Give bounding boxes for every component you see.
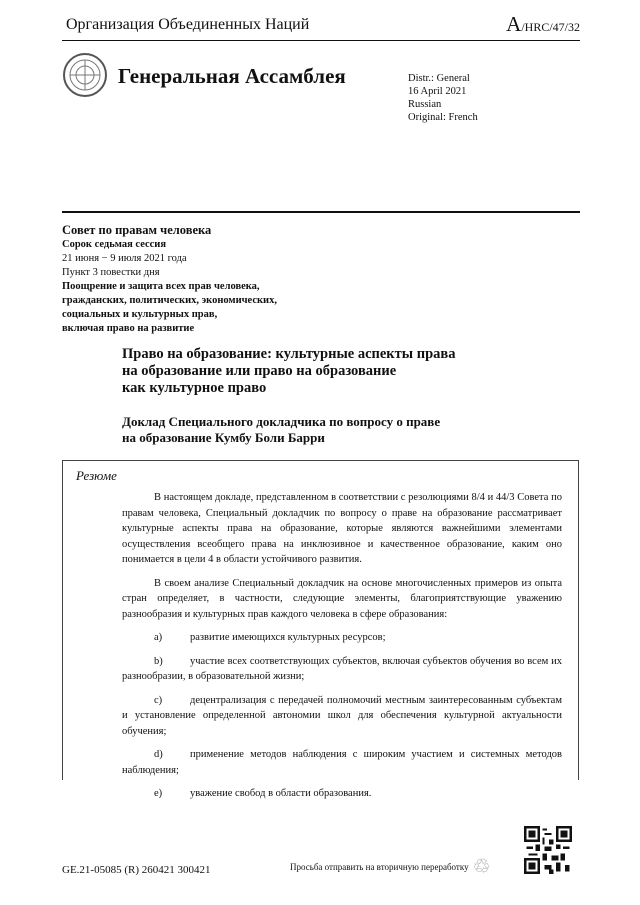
organization-name: Организация Объединенных Наций <box>66 16 310 33</box>
report-subtitle <box>122 414 502 446</box>
item-label: e) <box>154 788 163 799</box>
agenda-line: включая право на развитие <box>62 323 195 334</box>
date-line: 16 April 2021 <box>408 86 467 97</box>
summary-paragraph: В своем анализе Специальный докладчик на основе многочисленных примеров из опыта стран определяет, в частности, следующие элементы, благоприятствующие уважению разнообразия и культурных прав каждого человека в сфере образования: <box>122 577 562 620</box>
council-name: Совет по правам человека <box>62 223 212 237</box>
job-number: GE.21-05085 (R) 260421 300421 <box>62 864 211 876</box>
report-title <box>122 346 502 397</box>
item-label: c) <box>154 694 163 706</box>
qr-code-icon <box>524 826 572 874</box>
list-item <box>122 693 562 740</box>
distribution-info <box>408 72 478 124</box>
agenda-item: Пункт 3 повестки дня <box>62 267 160 278</box>
session: Сорок седьмая сессия <box>62 239 167 250</box>
item-label: a) <box>154 632 163 643</box>
title-line: на образование или право на образование <box>122 363 397 379</box>
dates: 21 июня − 9 июля 2021 года <box>62 253 187 264</box>
header-divider <box>62 40 580 41</box>
subtitle-line: Доклад Специального докладчика по вопросу о праве <box>122 414 441 429</box>
subtitle-line: на образование Кумбу Боли Барри <box>122 430 325 445</box>
recycle-icon: ♲ <box>472 856 491 878</box>
recycle-note: Просьба отправить на вторичную переработку <box>290 862 469 872</box>
item-text: участие всех соответствующих субъектов, включая субъектов обучения во всем их разнообразии, в образовательной жизни; <box>122 655 562 682</box>
original-line: Original: French <box>408 112 478 123</box>
summary-paragraph: В настоящем докладе, представленном в соответствии с резолюциями 8/4 и 44/3 Совета по правам человека, Специальный докладчик по вопросу о праве на образование рассматривает культурные аспекты права на образование, которые являются важнейшими элементами осуществления всеобщего права на инклюзивное и качественное образование, каким оно понимается в цели 4 в области устойчивого развития. <box>122 492 562 565</box>
item-text: развитие имеющихся культурных ресурсов; <box>190 632 386 643</box>
title-line: как культурное право <box>122 380 267 396</box>
item-label: d) <box>154 749 163 760</box>
symbol-letter: A <box>506 12 522 36</box>
title-line: Право на образование: культурные аспекты права <box>122 346 456 362</box>
list-item <box>122 747 562 778</box>
un-emblem-icon <box>62 52 108 98</box>
document-symbol <box>506 12 580 37</box>
summary-text <box>122 490 562 810</box>
item-text: уважение свобод в области образования. <box>190 788 372 799</box>
symbol-rest: /HRC/47/32 <box>521 20 580 34</box>
agenda-line: Поощрение и защита всех прав человека, <box>62 281 260 292</box>
thick-divider <box>62 211 580 213</box>
list-item <box>122 786 562 802</box>
agenda-line: гражданских, политических, экономических, <box>62 295 277 306</box>
recycle-row <box>290 856 491 878</box>
item-text: децентрализация с передачей полномочий местным заинтересованным субъектам и установление определенной автономии школ для обеспечения культурной актуальности обучения; <box>122 694 562 737</box>
list-item <box>122 630 562 646</box>
council-block <box>62 222 277 336</box>
summary-heading: Резюме <box>76 468 117 483</box>
agenda-line: социальных и культурных прав, <box>62 309 218 320</box>
general-assembly-title: Генеральная Ассамблея <box>118 64 346 88</box>
distr-line: Distr.: General <box>408 73 470 84</box>
item-label: b) <box>154 655 163 667</box>
language-line: Russian <box>408 99 442 110</box>
item-text: применение методов наблюдения с широким участием и системных методов наблюдения; <box>122 749 562 776</box>
list-item <box>122 654 562 685</box>
